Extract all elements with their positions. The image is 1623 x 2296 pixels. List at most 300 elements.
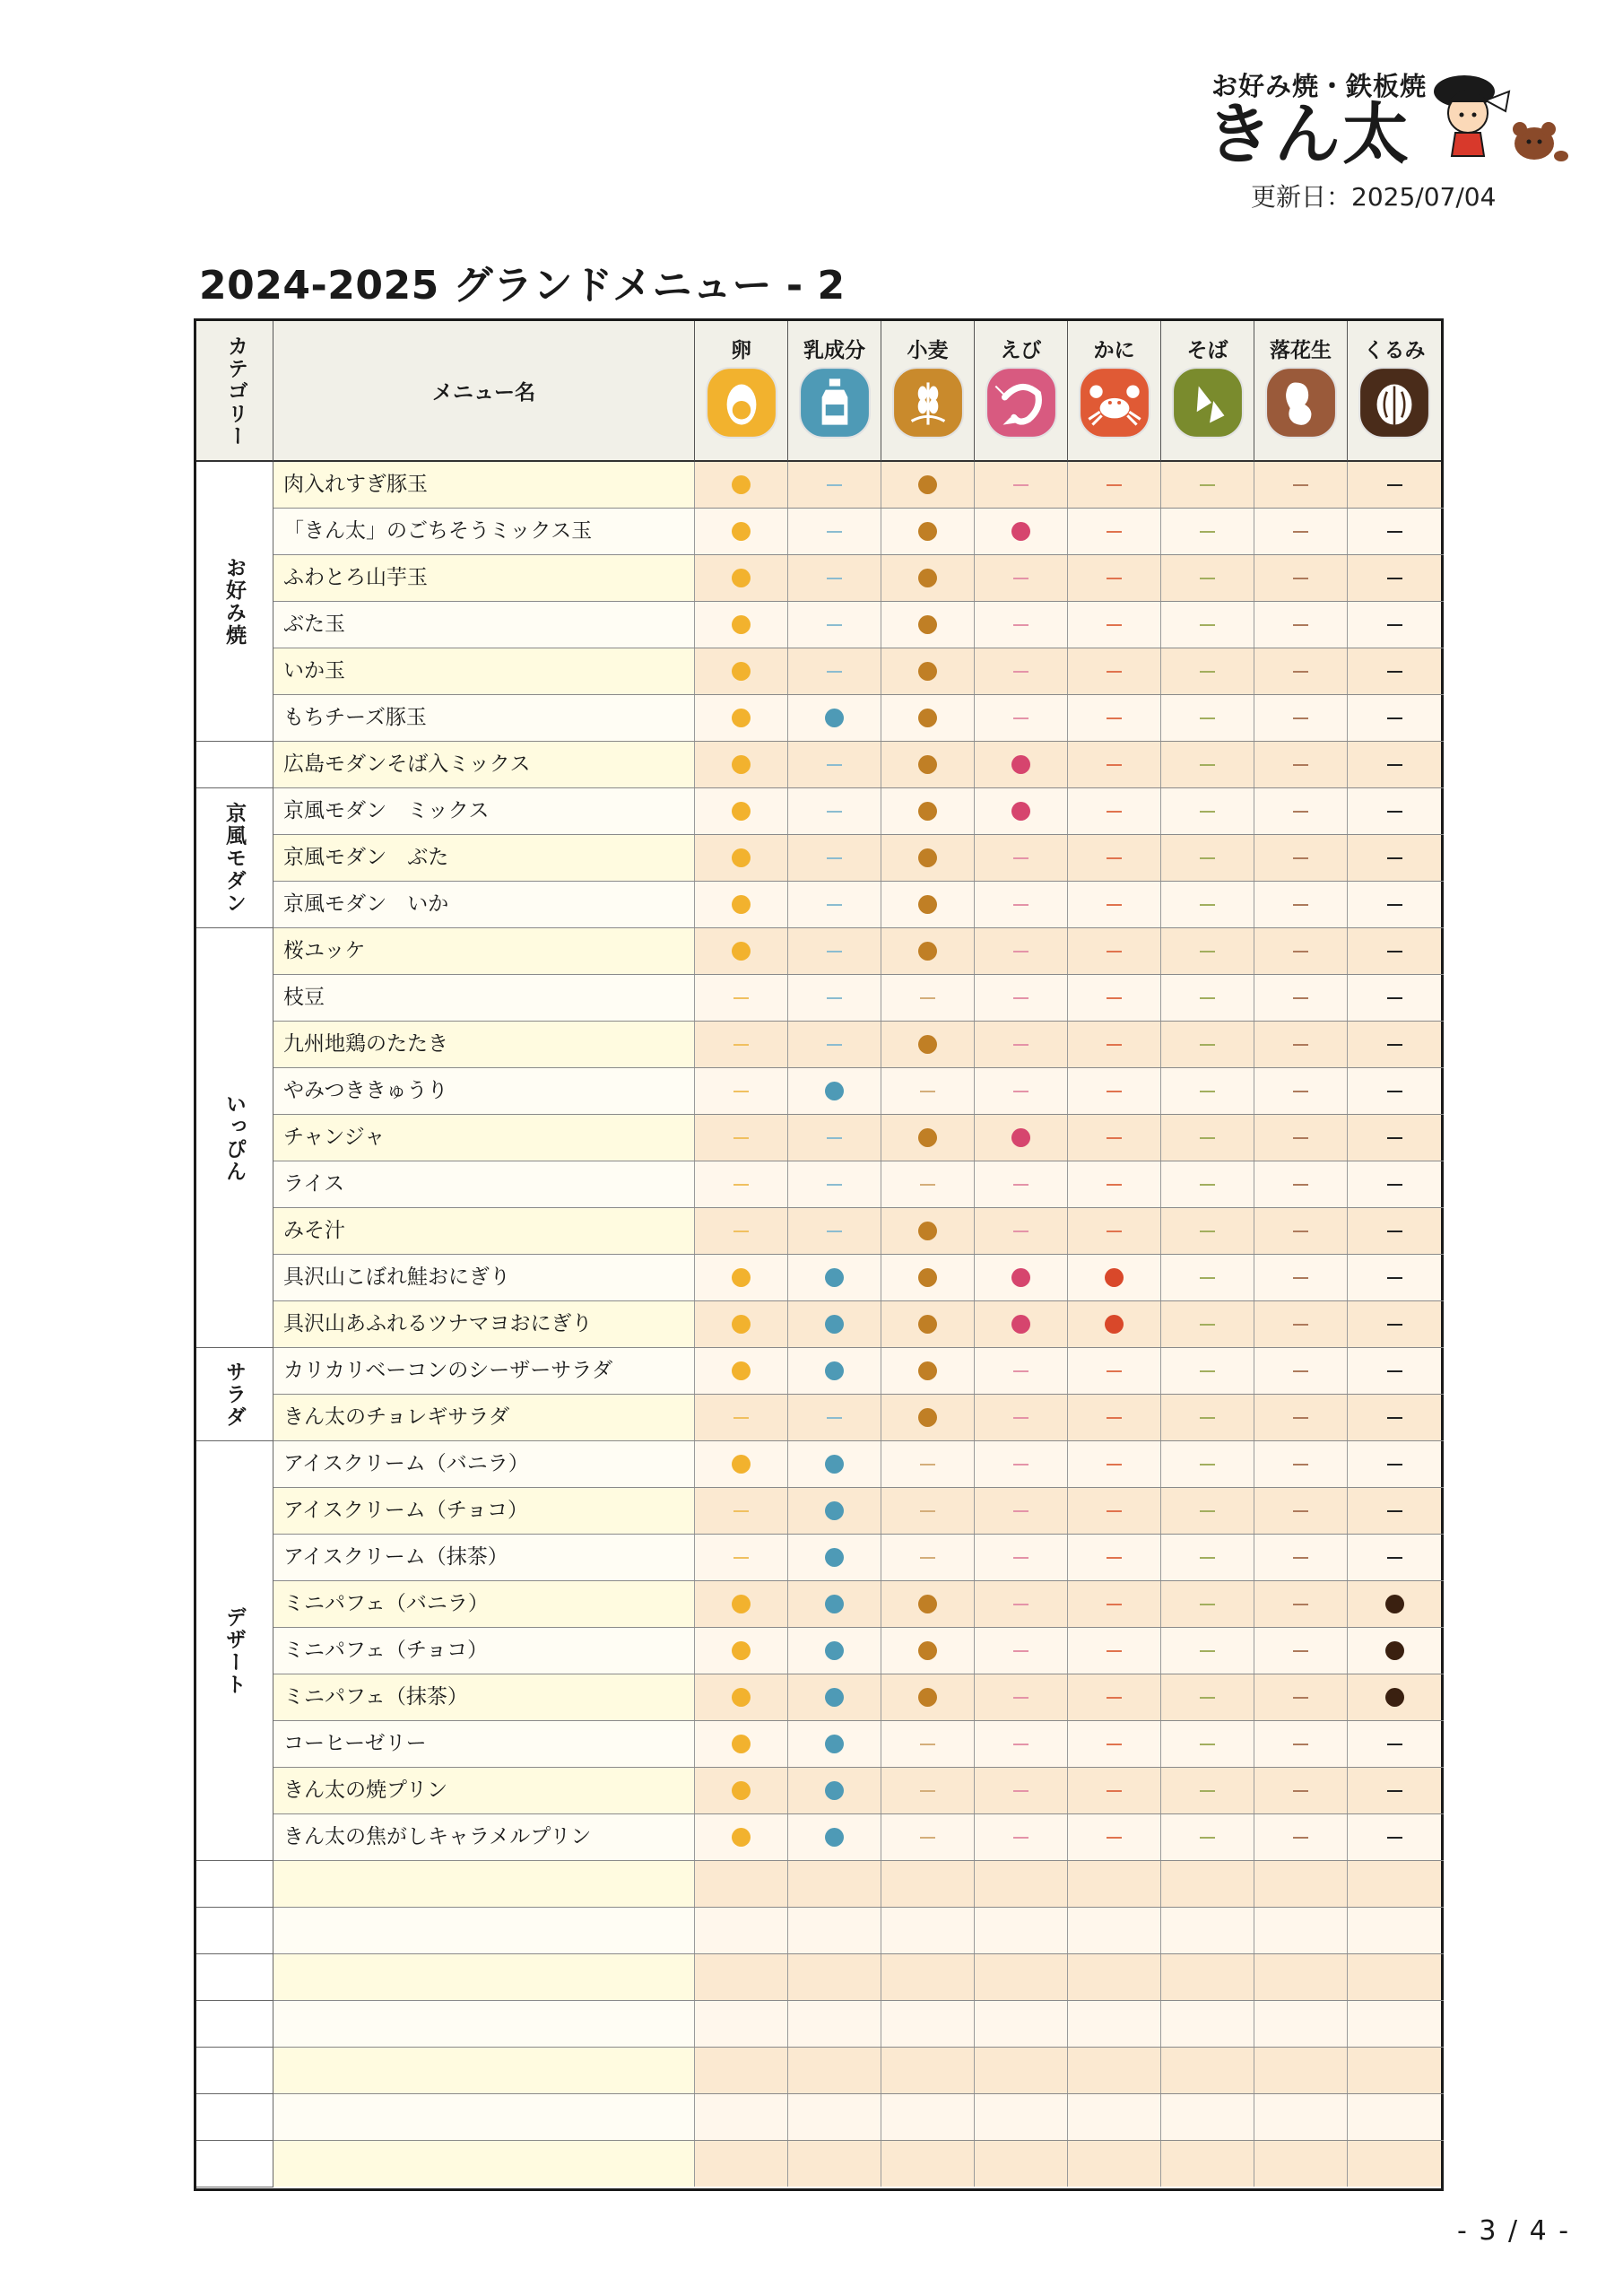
table-row xyxy=(273,835,1444,882)
allergen-cell xyxy=(881,1208,975,1254)
not-contained-dash xyxy=(1293,624,1308,626)
allergen-cell xyxy=(695,882,788,927)
allergen-cell xyxy=(695,1301,788,1347)
allergen-label: 落花生 xyxy=(1270,339,1332,362)
allergen-cell xyxy=(695,1814,788,1860)
not-contained-dash xyxy=(1293,1324,1308,1326)
not-contained-dash xyxy=(827,1184,842,1186)
not-contained-dash xyxy=(1293,1837,1308,1839)
allergen-cell xyxy=(1348,1115,1441,1161)
category-cell xyxy=(196,788,273,928)
allergen-cell xyxy=(1068,1255,1161,1300)
contains-dot xyxy=(825,1595,844,1613)
menu-item-name: アイスクリーム（バニラ） xyxy=(273,1441,695,1487)
allergen-cell xyxy=(881,1581,975,1627)
egg-icon xyxy=(705,366,778,439)
not-contained-dash xyxy=(920,1510,935,1512)
menu-item-name: ミニパフェ（抹茶） xyxy=(273,1674,695,1720)
allergen-cell xyxy=(695,1115,788,1161)
allergen-cell xyxy=(1254,1395,1348,1440)
allergen-cell xyxy=(1068,648,1161,694)
not-contained-dash xyxy=(1013,578,1028,579)
allergen-cell xyxy=(1161,1488,1254,1534)
allergen-cell xyxy=(975,1721,1068,1767)
contains-dot xyxy=(732,1735,751,1753)
allergen-label: 乳成分 xyxy=(803,339,865,362)
menu-item-name: アイスクリーム（抹茶） xyxy=(273,1535,695,1580)
allergen-cell xyxy=(695,2141,788,2187)
contains-dot xyxy=(732,895,751,914)
not-contained-dash xyxy=(733,997,749,999)
contains-dot xyxy=(732,475,751,494)
not-contained-dash xyxy=(1013,1650,1028,1652)
not-contained-dash xyxy=(827,857,842,859)
not-contained-dash xyxy=(1200,951,1215,952)
allergen-cell xyxy=(695,1255,788,1300)
allergen-cell xyxy=(975,1768,1068,1813)
not-contained-dash xyxy=(1387,1324,1402,1326)
not-contained-dash xyxy=(1107,1044,1122,1046)
allergen-cell xyxy=(1161,1115,1254,1161)
not-contained-dash xyxy=(1107,1137,1122,1139)
table-row xyxy=(273,1908,1444,1954)
allergen-cell xyxy=(1161,1814,1254,1860)
table-row xyxy=(273,1768,1444,1814)
allergen-cell xyxy=(1254,1068,1348,1114)
not-contained-dash xyxy=(1387,1277,1402,1279)
allergen-cell xyxy=(1348,555,1441,601)
menu-item-name: ふわとろ山芋玉 xyxy=(273,555,695,601)
allergen-cell xyxy=(1161,1581,1254,1627)
not-contained-dash xyxy=(1387,1370,1402,1372)
category-label: お好み焼 xyxy=(222,556,246,647)
allergen-cell xyxy=(695,648,788,694)
allergen-cell xyxy=(1068,509,1161,554)
allergen-cell xyxy=(1161,602,1254,648)
allergen-cell xyxy=(881,1768,975,1813)
allergen-cell xyxy=(975,2001,1068,2047)
allergen-cell xyxy=(1254,602,1348,648)
not-contained-dash xyxy=(920,1184,935,1186)
allergen-cell xyxy=(1161,1301,1254,1347)
allergen-cell xyxy=(975,1908,1068,1953)
allergen-cell xyxy=(1348,1954,1441,2000)
milk-bottle-icon xyxy=(798,366,872,439)
category-cell xyxy=(196,2094,273,2141)
allergen-cell xyxy=(1348,788,1441,834)
table-row xyxy=(273,1395,1444,1441)
not-contained-dash xyxy=(1200,1557,1215,1559)
allergen-cell xyxy=(1068,2094,1161,2140)
allergen-label: 卵 xyxy=(731,339,751,362)
not-contained-dash xyxy=(1013,624,1028,626)
allergen-cell xyxy=(695,1861,788,1907)
not-contained-dash xyxy=(1293,1790,1308,1792)
contains-dot xyxy=(732,1268,751,1287)
menu-item-name xyxy=(273,2001,695,2047)
not-contained-dash xyxy=(1387,811,1402,813)
contains-dot xyxy=(918,755,937,774)
category-cell xyxy=(196,1908,273,1954)
not-contained-dash xyxy=(1200,1231,1215,1232)
allergen-cell xyxy=(975,1861,1068,1907)
not-contained-dash xyxy=(827,1137,842,1139)
allergen-cell xyxy=(1161,1161,1254,1207)
not-contained-dash xyxy=(827,951,842,952)
not-contained-dash xyxy=(1107,1091,1122,1092)
contains-dot xyxy=(825,1735,844,1753)
allergen-cell xyxy=(975,1395,1068,1440)
table-row xyxy=(273,1441,1444,1488)
allergen-cell xyxy=(1161,462,1254,508)
contains-dot xyxy=(918,522,937,541)
allergen-cell xyxy=(1068,1161,1161,1207)
allergen-cell xyxy=(695,928,788,974)
not-contained-dash xyxy=(1107,764,1122,766)
allergen-cell xyxy=(881,1954,975,2000)
allergen-cell xyxy=(1254,1441,1348,1487)
not-contained-dash xyxy=(1293,951,1308,952)
allergen-cell xyxy=(1254,2094,1348,2140)
contains-dot xyxy=(825,1781,844,1800)
not-contained-dash xyxy=(1387,1231,1402,1232)
allergen-cell xyxy=(975,1115,1068,1161)
not-contained-dash xyxy=(1107,1697,1122,1699)
table-row xyxy=(273,928,1444,975)
allergen-cell xyxy=(695,1721,788,1767)
logo-title: きん太 xyxy=(1206,96,1410,173)
allergen-cell xyxy=(695,2001,788,2047)
allergen-cell xyxy=(1348,835,1441,881)
not-contained-dash xyxy=(1107,1790,1122,1792)
allergen-cell xyxy=(788,1581,881,1627)
contains-dot xyxy=(1105,1268,1124,1287)
allergen-cell xyxy=(1254,1628,1348,1674)
mascot-icon xyxy=(1428,56,1574,172)
allergen-cell xyxy=(1348,695,1441,741)
category-cell xyxy=(196,1954,273,2001)
allergen-cell xyxy=(1348,1161,1441,1207)
allergen-cell xyxy=(1068,695,1161,741)
not-contained-dash xyxy=(1013,671,1028,673)
allergen-cell xyxy=(975,1488,1068,1534)
not-contained-dash xyxy=(1200,531,1215,533)
allergen-cell xyxy=(1254,555,1348,601)
allergen-cell xyxy=(1161,882,1254,927)
not-contained-dash xyxy=(1200,1837,1215,1839)
allergen-cell xyxy=(788,1115,881,1161)
not-contained-dash xyxy=(1200,1370,1215,1372)
allergen-cell xyxy=(1068,1674,1161,1720)
menu-item-name: チャンジャ xyxy=(273,1115,695,1161)
header-allergen-6 xyxy=(1161,321,1254,462)
not-contained-dash xyxy=(1107,1464,1122,1465)
not-contained-dash xyxy=(1107,1744,1122,1745)
allergen-cell xyxy=(788,1721,881,1767)
allergen-cell xyxy=(788,1441,881,1487)
allergen-cell xyxy=(881,835,975,881)
allergen-cell xyxy=(975,648,1068,694)
table-row xyxy=(273,1628,1444,1674)
not-contained-dash xyxy=(1107,951,1122,952)
contains-dot xyxy=(1105,1315,1124,1334)
allergen-cell xyxy=(1254,1861,1348,1907)
category-label: いっぴん xyxy=(222,1092,246,1183)
allergen-cell xyxy=(1068,2048,1161,2093)
allergen-cell xyxy=(1348,1022,1441,1067)
not-contained-dash xyxy=(1293,1277,1308,1279)
not-contained-dash xyxy=(827,811,842,813)
allergen-cell xyxy=(1068,1348,1161,1394)
contains-dot xyxy=(732,1781,751,1800)
allergen-cell xyxy=(881,1395,975,1440)
wheat-icon xyxy=(891,366,965,439)
header-menu-name: メニュー名 xyxy=(273,321,695,462)
contains-dot xyxy=(825,709,844,727)
not-contained-dash xyxy=(1387,904,1402,906)
not-contained-dash xyxy=(1387,1837,1402,1839)
contains-dot xyxy=(825,1548,844,1567)
not-contained-dash xyxy=(920,1790,935,1792)
header-allergen-1 xyxy=(695,321,788,462)
allergen-cell xyxy=(1161,1068,1254,1114)
contains-dot xyxy=(825,1082,844,1100)
allergen-cell xyxy=(1068,1068,1161,1114)
allergen-cell xyxy=(788,1348,881,1394)
not-contained-dash xyxy=(1293,811,1308,813)
not-contained-dash xyxy=(1107,484,1122,486)
allergen-cell xyxy=(1254,1908,1348,1953)
category-cell xyxy=(196,1348,273,1441)
menu-item-name: きん太の焼プリン xyxy=(273,1768,695,1813)
allergen-cell xyxy=(1068,742,1161,787)
contains-dot xyxy=(918,1641,937,1660)
not-contained-dash xyxy=(1387,1510,1402,1512)
allergen-cell xyxy=(1161,1861,1254,1907)
table-row xyxy=(273,1161,1444,1208)
allergen-cell xyxy=(975,2141,1068,2187)
allergen-cell xyxy=(695,835,788,881)
allergen-cell xyxy=(695,1674,788,1720)
contains-dot xyxy=(732,1361,751,1380)
allergen-cell xyxy=(975,1022,1068,1067)
allergen-cell xyxy=(1161,555,1254,601)
page-number: - 3 / 4 - xyxy=(1457,2215,1571,2247)
allergen-cell xyxy=(1068,1535,1161,1580)
menu-item-name xyxy=(273,1861,695,1907)
menu-item-name xyxy=(273,2048,695,2093)
updated-date: 更新日：2025/07/04 xyxy=(1251,182,1497,212)
menu-item-name: ミニパフェ（バニラ） xyxy=(273,1581,695,1627)
category-cell xyxy=(196,928,273,1348)
allergen-cell xyxy=(788,1674,881,1720)
menu-item-name: 枝豆 xyxy=(273,975,695,1021)
allergen-cell xyxy=(1161,2094,1254,2140)
allergen-cell xyxy=(788,1628,881,1674)
allergen-cell xyxy=(1161,2001,1254,2047)
allergen-cell xyxy=(788,2141,881,2187)
not-contained-dash xyxy=(1200,1744,1215,1745)
menu-item-name: 具沢山あふれるツナマヨおにぎり xyxy=(273,1301,695,1347)
not-contained-dash xyxy=(1293,764,1308,766)
header-allergen-8 xyxy=(1348,321,1441,462)
table-row xyxy=(273,1068,1444,1115)
allergen-cell xyxy=(788,1488,881,1534)
contains-dot xyxy=(825,1688,844,1707)
allergen-cell xyxy=(1161,742,1254,787)
contains-dot xyxy=(732,1828,751,1847)
contains-dot xyxy=(918,802,937,821)
not-contained-dash xyxy=(733,1417,749,1419)
not-contained-dash xyxy=(1107,997,1122,999)
allergen-cell xyxy=(695,1954,788,2000)
not-contained-dash xyxy=(1107,624,1122,626)
not-contained-dash xyxy=(1013,718,1028,719)
allergen-cell xyxy=(1348,1674,1441,1720)
allergen-cell xyxy=(788,1301,881,1347)
allergen-cell xyxy=(975,1535,1068,1580)
allergen-cell xyxy=(1254,928,1348,974)
allergen-cell xyxy=(1254,1674,1348,1720)
allergen-cell xyxy=(1068,975,1161,1021)
not-contained-dash xyxy=(920,1091,935,1092)
contains-dot xyxy=(918,942,937,961)
allergen-cell xyxy=(881,1115,975,1161)
category-label: デザート xyxy=(222,1605,246,1696)
not-contained-dash xyxy=(1293,1557,1308,1559)
allergen-cell xyxy=(1254,742,1348,787)
menu-item-name: みそ汁 xyxy=(273,1208,695,1254)
allergen-cell xyxy=(881,2094,975,2140)
allergen-cell xyxy=(1068,1954,1161,2000)
not-contained-dash xyxy=(1200,1184,1215,1186)
allergen-cell xyxy=(1068,1908,1161,1953)
contains-dot xyxy=(732,942,751,961)
allergen-cell xyxy=(1254,2141,1348,2187)
allergen-cell xyxy=(975,1628,1068,1674)
not-contained-dash xyxy=(1200,1604,1215,1605)
not-contained-dash xyxy=(1107,671,1122,673)
allergen-cell xyxy=(1161,788,1254,834)
allergen-cell xyxy=(1254,1348,1348,1394)
contains-dot xyxy=(825,1455,844,1474)
header-allergen-3 xyxy=(881,321,975,462)
allergen-cell xyxy=(1348,602,1441,648)
not-contained-dash xyxy=(733,1557,749,1559)
allergen-cell xyxy=(881,1908,975,1953)
not-contained-dash xyxy=(1107,904,1122,906)
not-contained-dash xyxy=(1293,1417,1308,1419)
allergen-cell xyxy=(788,648,881,694)
allergen-cell xyxy=(881,882,975,927)
not-contained-dash xyxy=(920,1744,935,1745)
allergen-cell xyxy=(1254,695,1348,741)
menu-item-name: 具沢山こぼれ鮭おにぎり xyxy=(273,1255,695,1300)
allergen-cell xyxy=(1254,1954,1348,2000)
contains-dot xyxy=(918,1595,937,1613)
not-contained-dash xyxy=(1387,951,1402,952)
contains-dot xyxy=(1011,755,1030,774)
not-contained-dash xyxy=(733,1091,749,1092)
not-contained-dash xyxy=(920,997,935,999)
allergen-cell xyxy=(1254,1161,1348,1207)
not-contained-dash xyxy=(1200,811,1215,813)
allergen-cell xyxy=(788,1395,881,1440)
not-contained-dash xyxy=(1387,857,1402,859)
allergen-cell xyxy=(1348,1395,1441,1440)
not-contained-dash xyxy=(1293,1697,1308,1699)
allergen-cell xyxy=(695,1348,788,1394)
allergen-cell xyxy=(1161,1535,1254,1580)
allergen-cell xyxy=(1161,1768,1254,1813)
not-contained-dash xyxy=(1387,1464,1402,1465)
menu-item-name xyxy=(273,1954,695,2000)
category-cell xyxy=(196,2141,273,2187)
allergen-cell xyxy=(975,695,1068,741)
contains-dot xyxy=(825,1361,844,1380)
not-contained-dash xyxy=(1013,1091,1028,1092)
contains-dot xyxy=(732,848,751,867)
table-row xyxy=(273,2094,1444,2141)
table-row xyxy=(273,602,1444,648)
not-contained-dash xyxy=(1013,1184,1028,1186)
allergen-cell xyxy=(1254,648,1348,694)
not-contained-dash xyxy=(1200,1790,1215,1792)
allergen-cell xyxy=(881,2048,975,2093)
not-contained-dash xyxy=(1107,1650,1122,1652)
not-contained-dash xyxy=(1293,1231,1308,1232)
contains-dot xyxy=(732,1455,751,1474)
allergen-cell xyxy=(788,1161,881,1207)
allergen-cell xyxy=(975,975,1068,1021)
contains-dot xyxy=(918,1128,937,1147)
allergen-cell xyxy=(881,1814,975,1860)
allergen-cell xyxy=(1068,1208,1161,1254)
allergen-cell xyxy=(1068,1115,1161,1161)
allergen-cell xyxy=(975,1581,1068,1627)
not-contained-dash xyxy=(1387,1091,1402,1092)
not-contained-dash xyxy=(1107,1837,1122,1839)
category-cell xyxy=(196,462,273,742)
table-row xyxy=(273,509,1444,555)
allergen-label: くるみ xyxy=(1363,339,1426,362)
not-contained-dash xyxy=(1013,1464,1028,1465)
allergen-cell xyxy=(1068,1628,1161,1674)
allergen-cell xyxy=(1254,975,1348,1021)
not-contained-dash xyxy=(920,1464,935,1465)
not-contained-dash xyxy=(1293,1510,1308,1512)
table-row xyxy=(273,2048,1444,2094)
not-contained-dash xyxy=(1200,904,1215,906)
not-contained-dash xyxy=(1293,718,1308,719)
contains-dot xyxy=(1011,1128,1030,1147)
not-contained-dash xyxy=(1293,1604,1308,1605)
table-row xyxy=(273,1348,1444,1395)
allergen-cell xyxy=(1161,1628,1254,1674)
allergen-cell xyxy=(1068,1441,1161,1487)
allergen-cell xyxy=(881,648,975,694)
not-contained-dash xyxy=(1387,624,1402,626)
table-row xyxy=(273,1115,1444,1161)
contains-dot xyxy=(825,1268,844,1287)
category-cell xyxy=(196,1441,273,1861)
not-contained-dash xyxy=(733,1184,749,1186)
allergen-cell xyxy=(695,1535,788,1580)
allergen-cell xyxy=(695,2048,788,2093)
allergen-label: そば xyxy=(1186,339,1228,362)
allergen-cell xyxy=(881,742,975,787)
allergen-cell xyxy=(1161,509,1254,554)
